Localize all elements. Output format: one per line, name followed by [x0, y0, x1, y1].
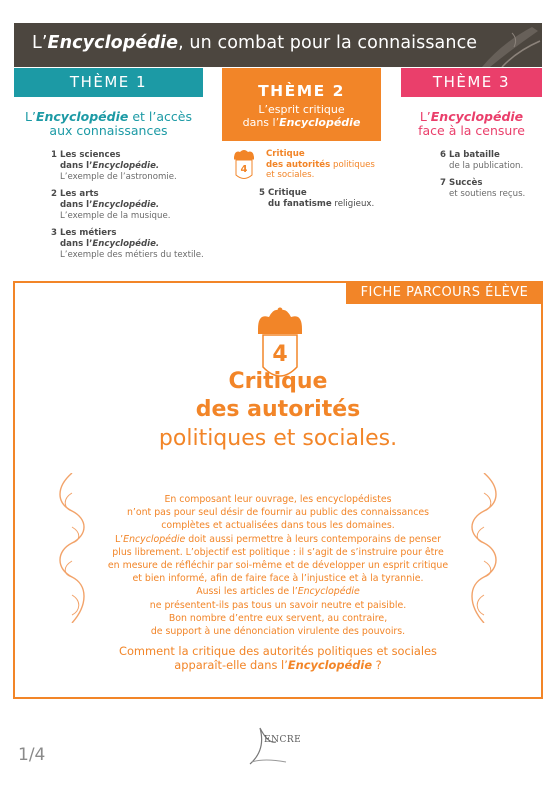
theme-2-list [259, 188, 389, 216]
theme-2-subtitle: L’esprit critique dans l’Encyclopédie [242, 103, 361, 129]
svg-text:4: 4 [240, 164, 248, 175]
list-item[interactable]: 2 Les arts dans l’Encyclopédie. L’exemple de la musique. [51, 189, 171, 221]
fiche-panel [13, 281, 543, 699]
theme-1-list [51, 150, 211, 267]
fiche-title-line-3: politiques et sociales. [158, 426, 398, 451]
banner-title: L’Encyclopédie, un combat pour la connaissance [32, 33, 478, 53]
page-number: 1/4 [18, 745, 46, 765]
fiche-tag: FICHE PARCOURS ÉLÈVE [346, 281, 543, 304]
quill-illustration-icon [472, 23, 542, 67]
theme-1-subtitle: L’Encyclopédie et l’accès aux connaissances [25, 109, 192, 138]
theme-3-list [440, 150, 540, 206]
crown-crest-icon [231, 148, 257, 182]
fiche-question: Comment la critique des autorités politiques et sociales apparaît-elle dans l’Encyclopédie ? [118, 644, 437, 672]
fiche-intro-text: En composant leur ouvrage, les encyclopédistes n’ont pas pour seul désir de fournir au public des connaissances complètes et actualisées dans tous les domaines. L’Encyclopédie doit aussi permettre à leurs contemporains de penser plus librement. L’objectif est politique : il s’agit de s’instruire pour être en mesure de réfléchir par soi-même et de développer un esprit critique et bien informé, afin de faire face à l’injustice et à la tyrannie. Aussi les articles de l’Encyclopédie ne présentent-ils pas tous un savoir neutre et paisible. Bon nombre d’entre eux servent, au contraire, de support à une dénonciation virulente des pouvoirs. [107, 494, 449, 638]
list-item[interactable]: 7 Succès et soutiens reçus. [440, 178, 526, 199]
fiche-title-line-2: des autorités [195, 397, 361, 422]
list-item[interactable]: 1 Les sciences dans l’Encyclopédie. L’exemple de l’astronomie. [51, 150, 177, 182]
list-item[interactable]: 6 La bataille de la publication. [440, 150, 524, 171]
tab-theme-1[interactable]: THÈME 1 [14, 68, 203, 97]
tab-theme-2[interactable]: THÈME 2 L’esprit critique dans l’Encyclopédie [222, 68, 381, 141]
list-item[interactable]: 5 Critique du fanatisme religieux. [259, 188, 375, 209]
logo-text: ENCRE [264, 735, 302, 745]
tab-theme-3[interactable]: THÈME 3 [401, 68, 542, 97]
list-item[interactable]: 3 Les métiers dans l’Encyclopédie. L’exemple des métiers du textile. [51, 228, 204, 260]
selected-item-text: Critique des autorités politiques et sociales. [266, 149, 375, 180]
theme-2-selected-item[interactable] [231, 148, 381, 182]
header-banner [14, 23, 542, 67]
fiche-title-line-1: Critique [228, 369, 328, 394]
svg-text:4: 4 [272, 342, 288, 367]
theme-3-subtitle: L’Encyclopédie face à la censure [418, 109, 525, 138]
